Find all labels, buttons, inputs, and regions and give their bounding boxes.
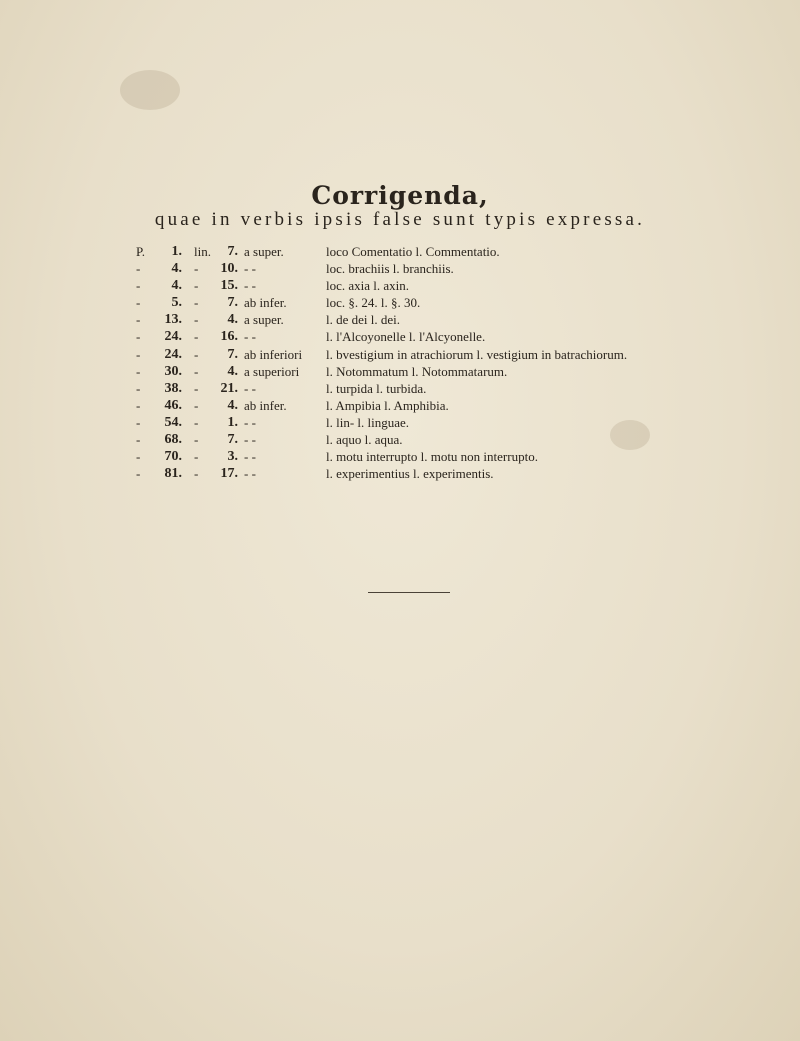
line-prefix: - xyxy=(194,278,199,294)
correction-text: l. l'Alcoyonelle l. l'Alcyonelle. xyxy=(326,329,486,345)
line-prefix: - xyxy=(194,312,199,328)
line-position: - - xyxy=(244,449,256,465)
line-number: 10. xyxy=(220,261,238,277)
page-prefix: - xyxy=(136,261,141,277)
correction-text: loco Comentatio l. Commentatio. xyxy=(326,244,500,259)
line-position: - - xyxy=(244,329,256,345)
line-position: ab infer. xyxy=(244,295,287,311)
line-prefix: - xyxy=(194,329,199,345)
errata-row xyxy=(136,294,776,311)
divider-rule xyxy=(368,592,450,593)
correction-text: l. motu interrupto l. motu non interrupto. xyxy=(326,449,538,465)
line-number: 7. xyxy=(227,432,238,448)
line-prefix: - xyxy=(194,380,199,396)
errata-row xyxy=(136,465,776,482)
line-position: - - xyxy=(244,414,256,430)
correction-text: loc. axia l. axin. xyxy=(326,278,410,294)
page-prefix: - xyxy=(136,397,141,413)
errata-row xyxy=(136,448,776,465)
errata-row xyxy=(136,397,776,414)
page-number: 4. xyxy=(171,261,182,277)
correction-text: l. Ampibia l. Amphibia. xyxy=(326,397,449,413)
line-prefix: - xyxy=(194,295,199,311)
page-prefix: - xyxy=(136,432,141,448)
page-number: 54. xyxy=(164,414,182,430)
line-position: ab infer. xyxy=(244,397,287,413)
errata-row xyxy=(136,431,776,448)
page-number: 70. xyxy=(164,449,182,465)
line-prefix: - xyxy=(194,466,199,482)
line-prefix: lin. xyxy=(194,244,211,259)
line-number: 7. xyxy=(227,244,238,259)
line-position: - - xyxy=(244,261,256,277)
page-prefix: P. xyxy=(136,244,146,259)
line-number: 4. xyxy=(227,397,238,413)
page-number: 24. xyxy=(164,329,182,345)
line-position: - - xyxy=(244,432,256,448)
correction-text: l. aquo l. aqua. xyxy=(326,432,403,448)
correction-text: l. turpida l. turbida. xyxy=(326,380,427,396)
line-prefix: - xyxy=(194,261,199,277)
correction-text: l. experimentius l. experimentis. xyxy=(326,466,494,482)
page-prefix: - xyxy=(136,346,141,362)
correction-text: l. lin- l. linguae. xyxy=(326,414,410,430)
line-position: - - xyxy=(244,278,256,294)
page-prefix: - xyxy=(136,329,141,345)
page-number: 68. xyxy=(164,432,182,448)
errata-row xyxy=(136,260,776,277)
errata-row xyxy=(136,311,776,328)
line-number: 7. xyxy=(227,346,238,362)
page-subtitle: quae in verbis ipsis false sunt typis expressa. xyxy=(154,209,646,230)
errata-row xyxy=(136,277,776,294)
line-number: 4. xyxy=(227,312,238,328)
paper-stain xyxy=(120,70,180,110)
errata-row xyxy=(136,414,776,431)
line-position: ab inferiori xyxy=(244,346,303,362)
line-number: 15. xyxy=(220,278,238,294)
page-title: Corrigenda, xyxy=(311,181,489,210)
errata-row xyxy=(136,243,776,260)
line-number: 1. xyxy=(227,414,238,430)
errata-row xyxy=(136,363,776,380)
errata-row xyxy=(136,328,776,345)
line-number: 3. xyxy=(227,449,238,465)
line-prefix: - xyxy=(194,363,199,379)
line-position: - - xyxy=(244,380,256,396)
correction-text: loc. §. 24. l. §. 30. xyxy=(326,295,421,311)
line-prefix: - xyxy=(194,346,199,362)
page-prefix: - xyxy=(136,295,141,311)
correction-text: l. Notommatum l. Notommatarum. xyxy=(326,363,508,379)
line-position: - - xyxy=(244,466,256,482)
correction-text: loc. brachiis l. branchiis. xyxy=(326,261,454,277)
page-number: 24. xyxy=(164,346,182,362)
page-prefix: - xyxy=(136,363,141,379)
line-number: 16. xyxy=(220,329,238,345)
line-position: a super. xyxy=(244,244,284,259)
line-number: 4. xyxy=(227,363,238,379)
page-prefix: - xyxy=(136,449,141,465)
line-position: a superiori xyxy=(244,363,300,379)
errata-row xyxy=(136,346,776,363)
page-number: 30. xyxy=(164,363,182,379)
page-number: 46. xyxy=(164,397,182,413)
page-number: 38. xyxy=(164,380,182,396)
errata-list xyxy=(136,243,776,482)
correction-text: l. bvestigium in atrachiorum l. vestigium in batrachiorum. xyxy=(326,346,628,362)
errata-row xyxy=(136,380,776,397)
line-number: 7. xyxy=(227,295,238,311)
page-number: 4. xyxy=(171,278,182,294)
page-prefix: - xyxy=(136,380,141,396)
correction-text: l. de dei l. dei. xyxy=(326,312,401,328)
page-number: 5. xyxy=(171,295,182,311)
page-number: 13. xyxy=(164,312,182,328)
line-prefix: - xyxy=(194,397,199,413)
page-prefix: - xyxy=(136,466,141,482)
line-prefix: - xyxy=(194,414,199,430)
line-prefix: - xyxy=(194,449,199,465)
page-number: 81. xyxy=(164,466,182,482)
page-number: 1. xyxy=(171,244,182,259)
page-prefix: - xyxy=(136,414,141,430)
page-prefix: - xyxy=(136,278,141,294)
line-position: a super. xyxy=(244,312,284,328)
page-prefix: - xyxy=(136,312,141,328)
line-number: 17. xyxy=(220,466,238,482)
line-number: 21. xyxy=(220,380,238,396)
line-prefix: - xyxy=(194,432,199,448)
